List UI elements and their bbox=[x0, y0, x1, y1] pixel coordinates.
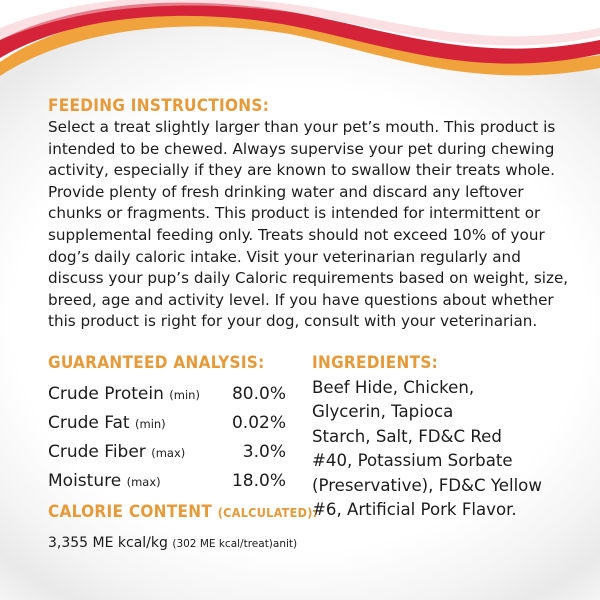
ingredients-line: Starch, Salt, FD&C Red bbox=[312, 426, 502, 446]
nutrient-qualifier: (min) bbox=[169, 388, 200, 402]
calorie-per-kg: 3,355 ME kcal/kg bbox=[48, 535, 168, 551]
calorie-per-treat: (302 ME kcal/treat)anit) bbox=[172, 538, 298, 550]
ingredients-line: #6, Artificial Pork Flavor. bbox=[312, 500, 517, 520]
nutrient-value: 80.0% bbox=[231, 384, 286, 404]
ingredients-line: (Preservative), FD&C Yellow bbox=[312, 475, 542, 495]
nutrient-name: Crude Protein bbox=[48, 384, 164, 404]
ingredients-line: #40, Potassium Sorbate bbox=[312, 451, 513, 471]
nutrient-value: 0.02% bbox=[231, 413, 286, 433]
feeding-instructions-heading: FEEDING INSTRUCTIONS: bbox=[48, 96, 270, 116]
guaranteed-analysis-table bbox=[48, 384, 286, 500]
ingredients-text bbox=[312, 376, 562, 522]
nutrient-label bbox=[48, 471, 161, 491]
nutrient-label bbox=[48, 413, 166, 433]
analysis-row bbox=[48, 471, 286, 500]
calorie-content-heading bbox=[48, 502, 317, 522]
nutrient-name: Moisture bbox=[48, 471, 122, 491]
feeding-line: dog’s daily caloric intake. Visit your veterinarian regularly and bbox=[48, 247, 521, 266]
analysis-row bbox=[48, 442, 286, 471]
feeding-line: this product is right for your dog, consult with your veterinarian. bbox=[48, 312, 538, 331]
feeding-line: chunks or fragments. This product is intended for intermittent or bbox=[48, 204, 541, 223]
calorie-heading-qualifier: (CALCULATED): bbox=[217, 505, 318, 520]
calorie-content-value bbox=[48, 535, 297, 551]
ingredients-line: Glycerin, Tapioca bbox=[312, 402, 454, 422]
nutrient-name: Crude Fiber bbox=[48, 442, 146, 462]
feeding-line: Select a treat slightly larger than your pet’s mouth. This product is bbox=[48, 118, 556, 136]
guaranteed-analysis-heading: GUARANTEED ANALYSIS: bbox=[48, 353, 265, 373]
analysis-row bbox=[48, 384, 286, 413]
feeding-line: intended to be chewed. Always supervise your pet during chewing bbox=[48, 139, 555, 158]
feeding-line: discuss your pup’s daily Caloric requirements based on weight, size, bbox=[48, 269, 569, 288]
analysis-row bbox=[48, 413, 286, 442]
ingredients-line: Beef Hide, Chicken, bbox=[312, 378, 475, 397]
nutrient-value: 3.0% bbox=[242, 442, 286, 462]
feeding-line: activity, especially if they are known to swallow their treats whole. bbox=[48, 161, 555, 180]
nutrient-qualifier: (max) bbox=[126, 475, 161, 489]
nutrient-label bbox=[48, 384, 200, 404]
nutrient-qualifier: (min) bbox=[135, 417, 166, 431]
feeding-line: breed, age and activity level. If you have questions about whether bbox=[48, 290, 554, 309]
nutrient-value: 18.0% bbox=[231, 471, 286, 491]
feeding-line: supplemental feeding only. Treats should not exceed 10% of your bbox=[48, 225, 545, 244]
nutrient-qualifier: (max) bbox=[151, 446, 186, 460]
feeding-line: Provide plenty of fresh drinking water and discard any leftover bbox=[48, 182, 524, 201]
ingredients-heading: INGREDIENTS: bbox=[312, 353, 439, 373]
feeding-instructions-text bbox=[48, 117, 569, 333]
nutrient-label bbox=[48, 442, 185, 462]
calorie-heading-label: CALORIE CONTENT bbox=[48, 502, 213, 522]
decorative-swoosh bbox=[0, 0, 600, 110]
nutrient-name: Crude Fat bbox=[48, 413, 130, 433]
